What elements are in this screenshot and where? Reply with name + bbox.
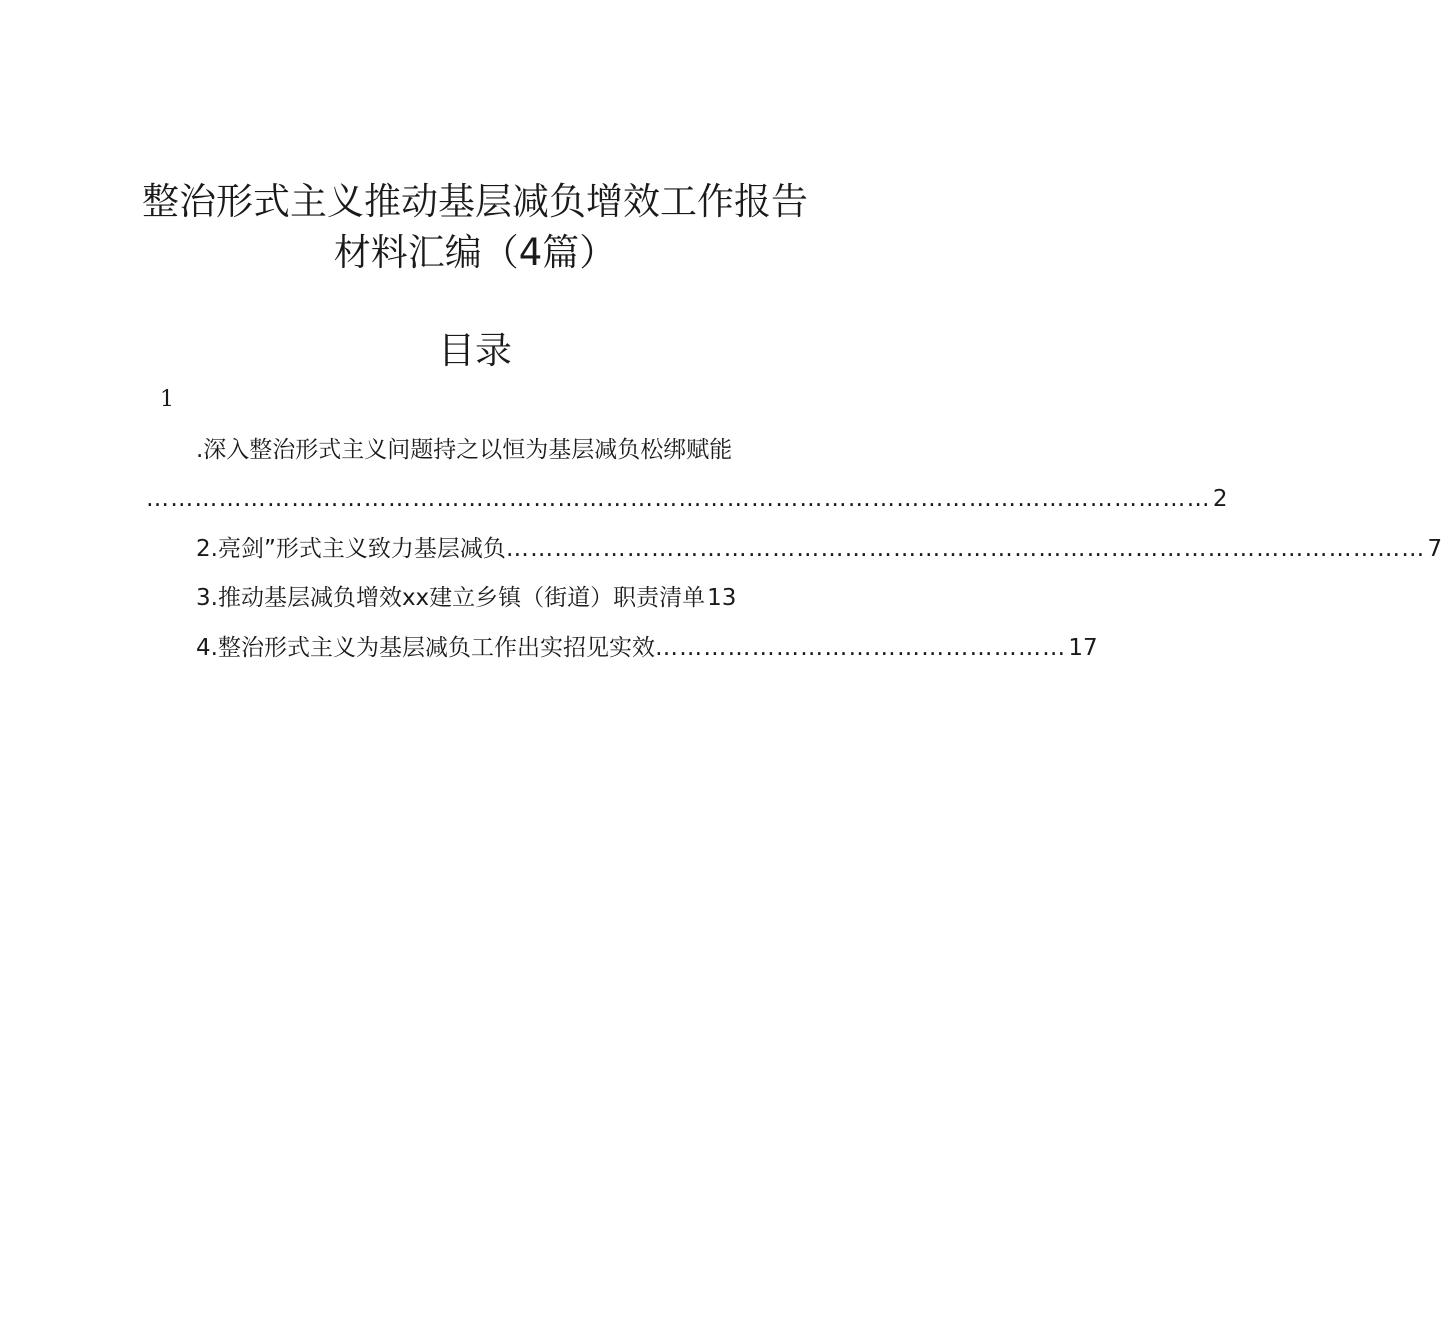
toc-entry-4[interactable]	[196, 632, 1098, 664]
document-title-line-1: 整治形式主义推动基层减负增效工作报告	[142, 180, 808, 223]
toc-entry-1-title[interactable]: .深入整治形式主义问题持之以恒为基层减负松绑赋能	[196, 437, 733, 463]
toc-entry-3-title: 3.推动基层减负增效xx建立乡镇（街道）职责清单	[196, 585, 706, 611]
toc-entry-3[interactable]	[196, 582, 806, 614]
leader-dots: ……………………………………………	[654, 635, 1067, 661]
toc-entry-4-page: 17	[1068, 635, 1098, 661]
toc-entry-3-page: 13	[707, 585, 737, 611]
toc-entry-2-page: 7	[1427, 536, 1442, 562]
toc-entry-2-title: 2.亮剑”形式主义致力基层减负	[196, 536, 506, 562]
toc-entry-1-leader[interactable]	[146, 483, 1228, 515]
toc-entry-2[interactable]	[196, 533, 1442, 565]
toc-marker: 1	[160, 387, 174, 412]
toc-entry-1-page: 2	[1212, 486, 1228, 512]
leader-dots: ……………………………………………………………………………………………………	[505, 536, 1426, 562]
leader-dots: ……………………………………………………………………………………………………………………	[146, 486, 1211, 512]
toc-heading: 目录	[438, 329, 512, 372]
toc-entry-4-title: 4.整治形式主义为基层减负工作出实招见实效	[196, 635, 655, 661]
document-title-line-2: 材料汇编（4篇）	[333, 231, 617, 274]
